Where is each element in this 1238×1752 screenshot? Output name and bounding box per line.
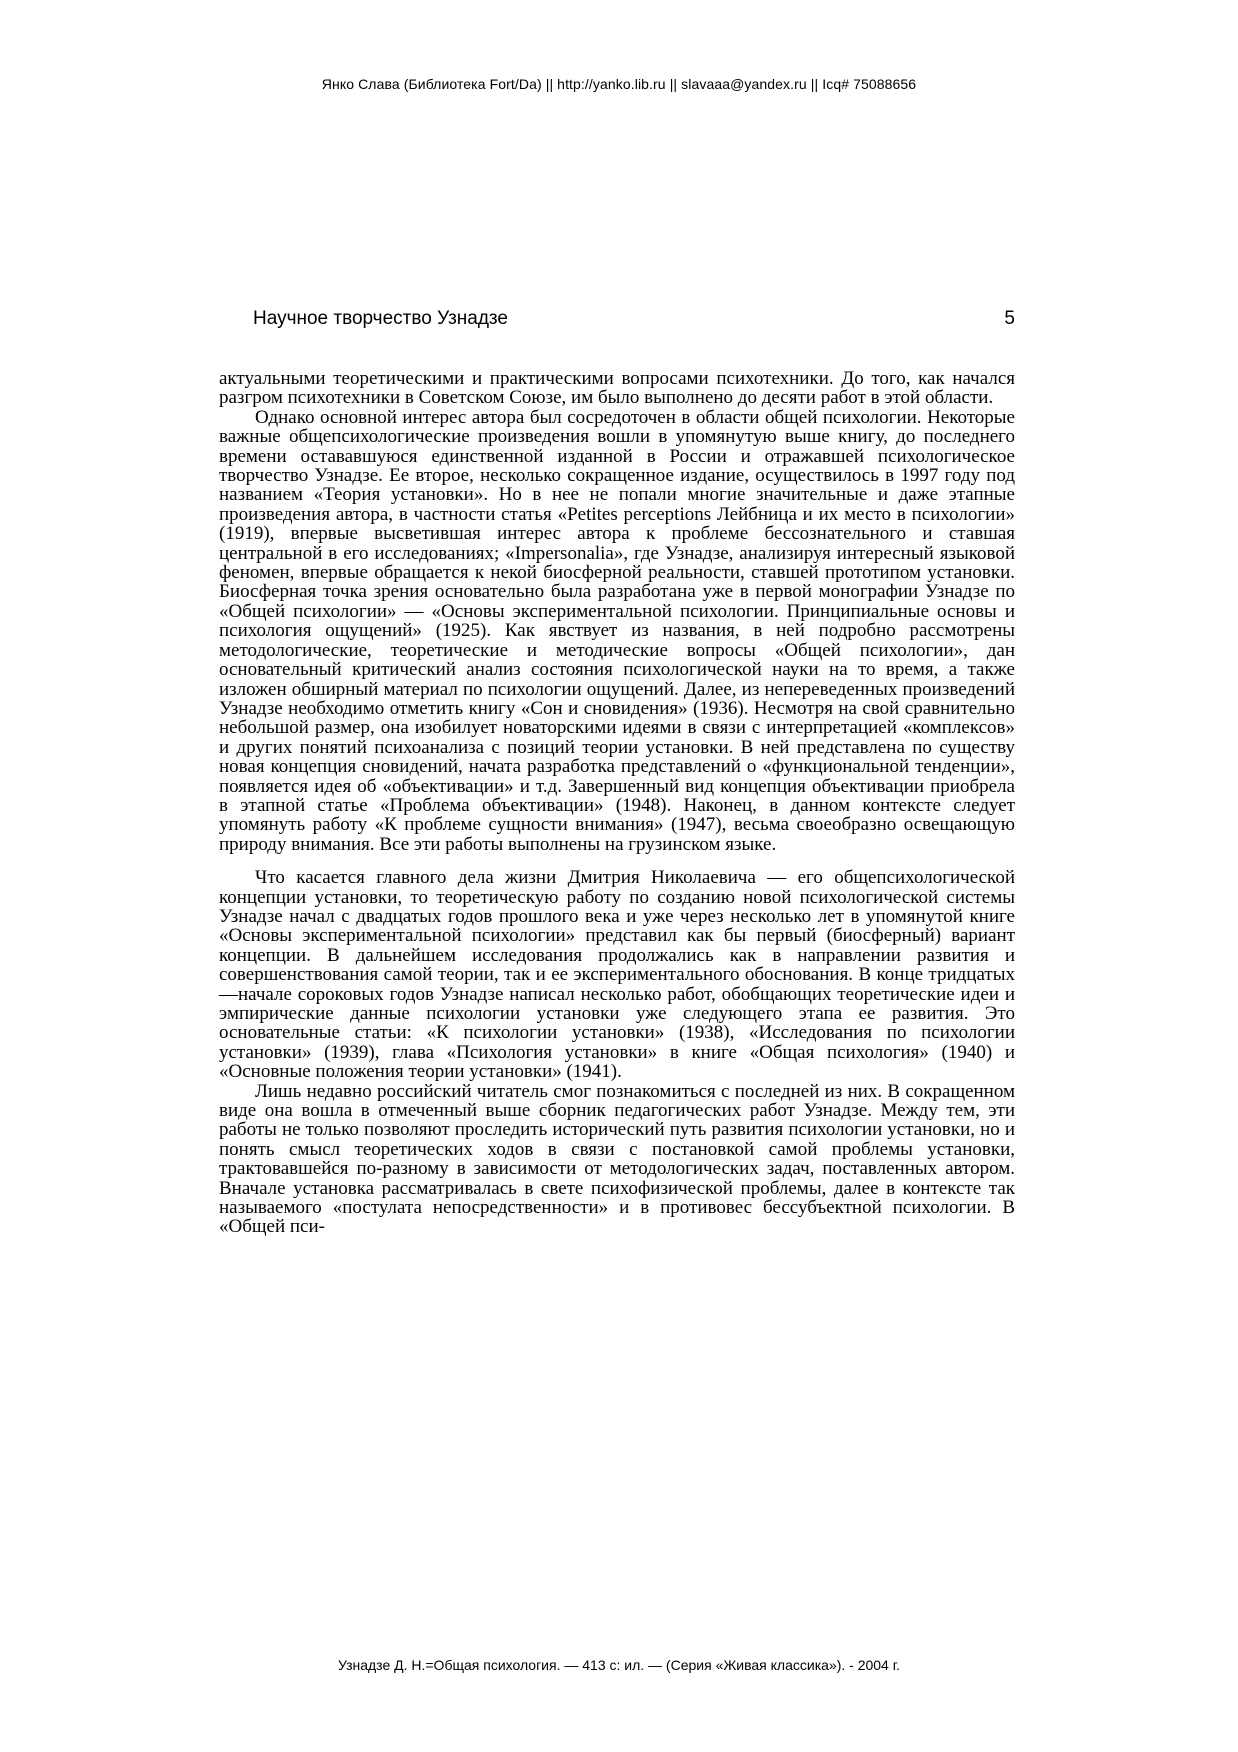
page-number: 5	[1004, 308, 1015, 329]
footer-banner: Узнадзе Д. Н.=Общая психология. — 413 с: ил. — (Серия «Живая классика»). - 2004 г.	[337, 1657, 901, 1673]
paragraph-1: актуальными теоретическими и практическими вопросами психотехники. До того, как начался разгром психотехники в Советском Союзе, им было выполнено до десяти работ в этой области.	[219, 368, 1015, 409]
header-banner: Янко Слава (Библиотека Fort/Da) || http://yanko.lib.ru || slavaaa@yandex.ru || Icq# 75088656	[321, 76, 917, 92]
paragraph-4: Лишь недавно российский читатель смог познакомиться с последней из них. В сокращенном виде она вошла в отмеченный выше сборник педагогических работ Узнадзе. Между тем, эти работы не только позволяют проследить исторический путь развития психологии установки, но и понять смысл теоретических ходов в связи с постановкой самой проблемы установки, трактовавшейся по-разному в зависимости от методологических задач, поставленных автором. Вначале установка рассматривалась в свете психофизической проблемы, далее в контексте так называемого «постулата непосредственности» и в противовес бессубъектной психологии. В «Общей пси-	[219, 1080, 1015, 1238]
chapter-title: Научное творчество Узнадзе	[253, 308, 508, 329]
paragraph-3: Что касается главного дела жизни Дмитрия Николаевича — его общепсихологической концепции установки, то теоретическую работу по созданию новой психологической системы Узнадзе начал с двадцатых годов прошлого века и уже через несколько лет в упомянутой книге «Основы экспериментальной психологии» представил как бы первый (биосферный) вариант концепции. В дальнейшем исследования продолжались как в направлении развития и совершенствования самой теории, так и ее экспериментального обоснования. В конце тридцатых—начале сороковых годов Узнадзе написал несколько работ, обобщающих теоретические идеи и эмпирические данные психологии установки уже следующего этапа ее развития. Это основательные статьи: «К психологии установки» (1938), «Исследования по психологии установки» (1939), глава «Психология установки» в книге «Общая психология» (1940) и «Основные положения теории установки» (1941).	[219, 867, 1015, 1083]
body-text	[219, 369, 1015, 1237]
paragraph-2: Однако основной интерес автора был сосредоточен в области общей психологии. Некоторые важные общепсихологические произведения вошли в упомянутую выше книгу, до последнего времени остававшуюся единственной изданной в России и отражавшей психологическое творчество Узнадзе. Ее второе, несколько сокращенное издание, осуществилось в 1997 году под названием «Теория установки». Но в нее не попали многие значительные и даже этапные произведения автора, в частности статья «Petites perceptions Лейбница и их место в психологии» (1919), впервые высветившая интерес автора к проблеме бессознательного и ставшая центральной в его исследованиях; «Impersonalia», где Узнадзе, анализируя интересный языковой феномен, впервые обращается к некой биосферной реальности, ставшей прототипом установки. Биосферная точка зрения основательно была разработана уже в первой монографии Узнадзе по «Общей психологии» — «Основы экспериментальной психологии. Принципиальные основы и психология ощущений» (1925). Как явствует из названия, в ней подробно рассмотрены методологические, теоретические и методические вопросы «Общей психологии», дан основательный критический анализ состояния психологической науки на то время, а также изложен обширный материал по психологии ощущений. Далее, из непереведенных произведений Узнадзе необходимо отметить книгу «Сон и сновидения» (1936). Несмотря на свой сравнительно небольшой размер, она изобилует новаторскими идеями в связи с интерпретацией «комплексов» и других понятий психоанализа с позиций теории установки. В ней представлена по существу новая концепция сновидений, начата разработка представлений о «функциональной тенденции», появляется идея об «объективации» и т.д. Завершенный вид концепция объективации приобрела в этапной статье «Проблема объективации» (1948). Наконец, в данном контексте следует упомянуть работу «К проблеме сущности внимания» (1947), весьма своеобразно освещающую природу внимания. Все эти работы выполнены на грузинском языке.	[219, 406, 1015, 855]
